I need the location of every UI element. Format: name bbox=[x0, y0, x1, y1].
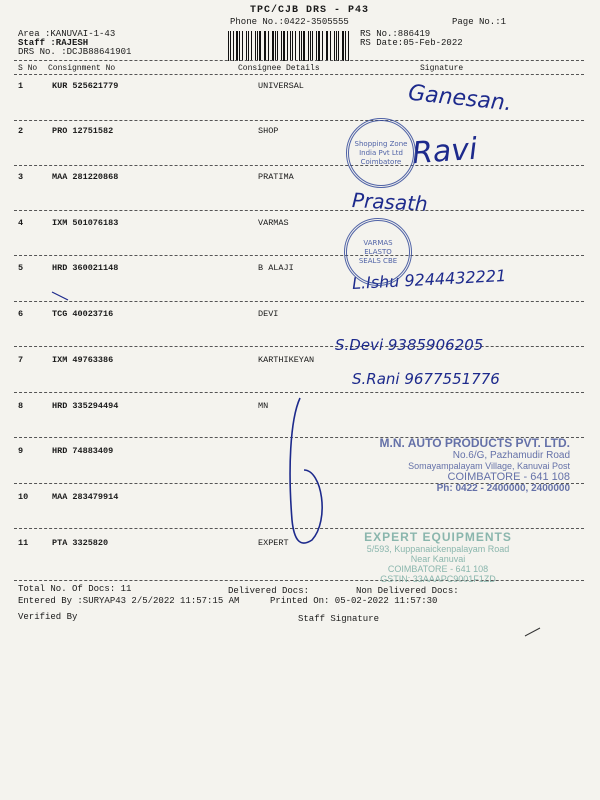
staff-field: Staff :RAJESH bbox=[18, 38, 89, 48]
staff-signature: Staff Signature bbox=[298, 614, 380, 624]
rs-date: RS Date:05-Feb-2022 bbox=[360, 38, 463, 48]
row-sno: 7 bbox=[18, 355, 24, 365]
row-consignment: TCG 40023716 bbox=[52, 309, 114, 319]
pen-stroke bbox=[525, 628, 540, 636]
row-sno: 4 bbox=[18, 218, 24, 228]
document-title: TPC/CJB DRS - P43 bbox=[250, 5, 370, 16]
row-consignee: B ALAJI bbox=[258, 263, 294, 273]
stamp-text: VARMAS ELASTO SEALS CBE bbox=[358, 238, 398, 265]
stamp-line: No.6/G, Pazhamudir Road bbox=[452, 450, 570, 461]
stamp-line: COIMBATORE - 641 108 bbox=[387, 564, 489, 574]
page-number: Page No.:1 bbox=[452, 17, 507, 27]
row-sno: 1 bbox=[18, 81, 24, 91]
row-consignee: UNIVERSAL bbox=[258, 81, 304, 91]
signature-5: L.Ishu 9244432221 bbox=[351, 265, 507, 294]
row-sno: 9 bbox=[18, 446, 24, 456]
stamp-line: Ph: 0422 - 2400000, 2400000 bbox=[436, 483, 570, 494]
rs-number: RS No.:886419 bbox=[360, 29, 431, 39]
row-consignee: MN bbox=[258, 401, 269, 411]
area-field: Area :KANUVAI-1-43 bbox=[18, 29, 116, 39]
row-sno: 3 bbox=[18, 172, 24, 182]
row-consignee: PRATIMA bbox=[258, 172, 294, 182]
stamp-line: EXPERT EQUIPMENTS bbox=[364, 530, 512, 544]
drs-number: DRS No. :DCJB88641901 bbox=[18, 47, 132, 57]
signature-1: Ganesan. bbox=[406, 80, 513, 117]
row-consignee: KARTHIKEYAN bbox=[258, 355, 315, 365]
stamp-line: COIMBATORE - 641 108 bbox=[447, 471, 570, 483]
row-consignment: HRD 74883409 bbox=[52, 446, 114, 456]
row-consignment: HRD 335294494 bbox=[52, 401, 119, 411]
row-consignment: PRO 12751582 bbox=[52, 126, 114, 136]
signature-7: S.Rani 9677551776 bbox=[352, 370, 500, 388]
stamp-line: Near Kanuvai bbox=[410, 554, 466, 564]
signature-2: Ravi bbox=[410, 131, 479, 172]
row-consignment: IXM 49763386 bbox=[52, 355, 114, 365]
row-consignment: PTA 3325820 bbox=[52, 538, 109, 548]
row-sno: 10 bbox=[18, 492, 29, 502]
row-consignee: VARMAS bbox=[258, 218, 289, 228]
col-header-consignee: Consignee Details bbox=[238, 64, 320, 73]
stamp-line: M.N. AUTO PRODUCTS PVT. LTD. bbox=[379, 436, 570, 450]
col-header-consignment: Consignment No bbox=[48, 64, 116, 73]
col-header-signature: Signature bbox=[420, 64, 464, 73]
row-consignment: IXM 501076183 bbox=[52, 218, 119, 228]
row-sno: 5 bbox=[18, 263, 24, 273]
row-sno: 11 bbox=[18, 538, 29, 548]
stamp-text: Shopping Zone India Pvt Ltd Coimbatore bbox=[354, 139, 408, 166]
row-consignee: EXPERT bbox=[258, 538, 289, 548]
printed-on: Printed On: 05-02-2022 11:57:30 bbox=[270, 596, 438, 606]
row-consignee: DEVI bbox=[258, 309, 279, 319]
row-consignment: KUR 525621779 bbox=[52, 81, 119, 91]
stamp-line: Somayampalayam Village, Kanuvai Post bbox=[408, 461, 570, 471]
verified-by: Verified By bbox=[18, 612, 78, 622]
stamp-line: GSTIN: 33AAAPC9001F1ZD bbox=[380, 574, 496, 584]
row-consignment: MAA 281220868 bbox=[52, 172, 119, 182]
entered-by: Entered By :SURYAP43 2/5/2022 11:57:15 AM bbox=[18, 596, 240, 606]
phone-number: Phone No.:0422-3505555 bbox=[230, 17, 349, 27]
row-sno: 2 bbox=[18, 126, 24, 136]
stamp-line: 5/593, Kuppanaickenpalayam Road bbox=[366, 544, 510, 554]
row-consignment: MAA 283479914 bbox=[52, 492, 119, 502]
pen-stroke bbox=[52, 292, 68, 300]
signature-3: Prasath bbox=[351, 188, 429, 216]
row-consignee: SHOP bbox=[258, 126, 279, 136]
delivered-docs: Delivered Docs: bbox=[228, 586, 310, 596]
col-header-sno: S No bbox=[18, 64, 38, 73]
row-sno: 8 bbox=[18, 401, 24, 411]
pen-stroke bbox=[290, 398, 322, 543]
signature-6: S.Devi 9385906205 bbox=[335, 336, 484, 354]
non-delivered-docs: Non Delivered Docs: bbox=[356, 586, 459, 596]
row-sno: 6 bbox=[18, 309, 24, 319]
total-docs: Total No. Of Docs: 11 bbox=[18, 584, 132, 594]
row-consignment: HRD 360021148 bbox=[52, 263, 119, 273]
